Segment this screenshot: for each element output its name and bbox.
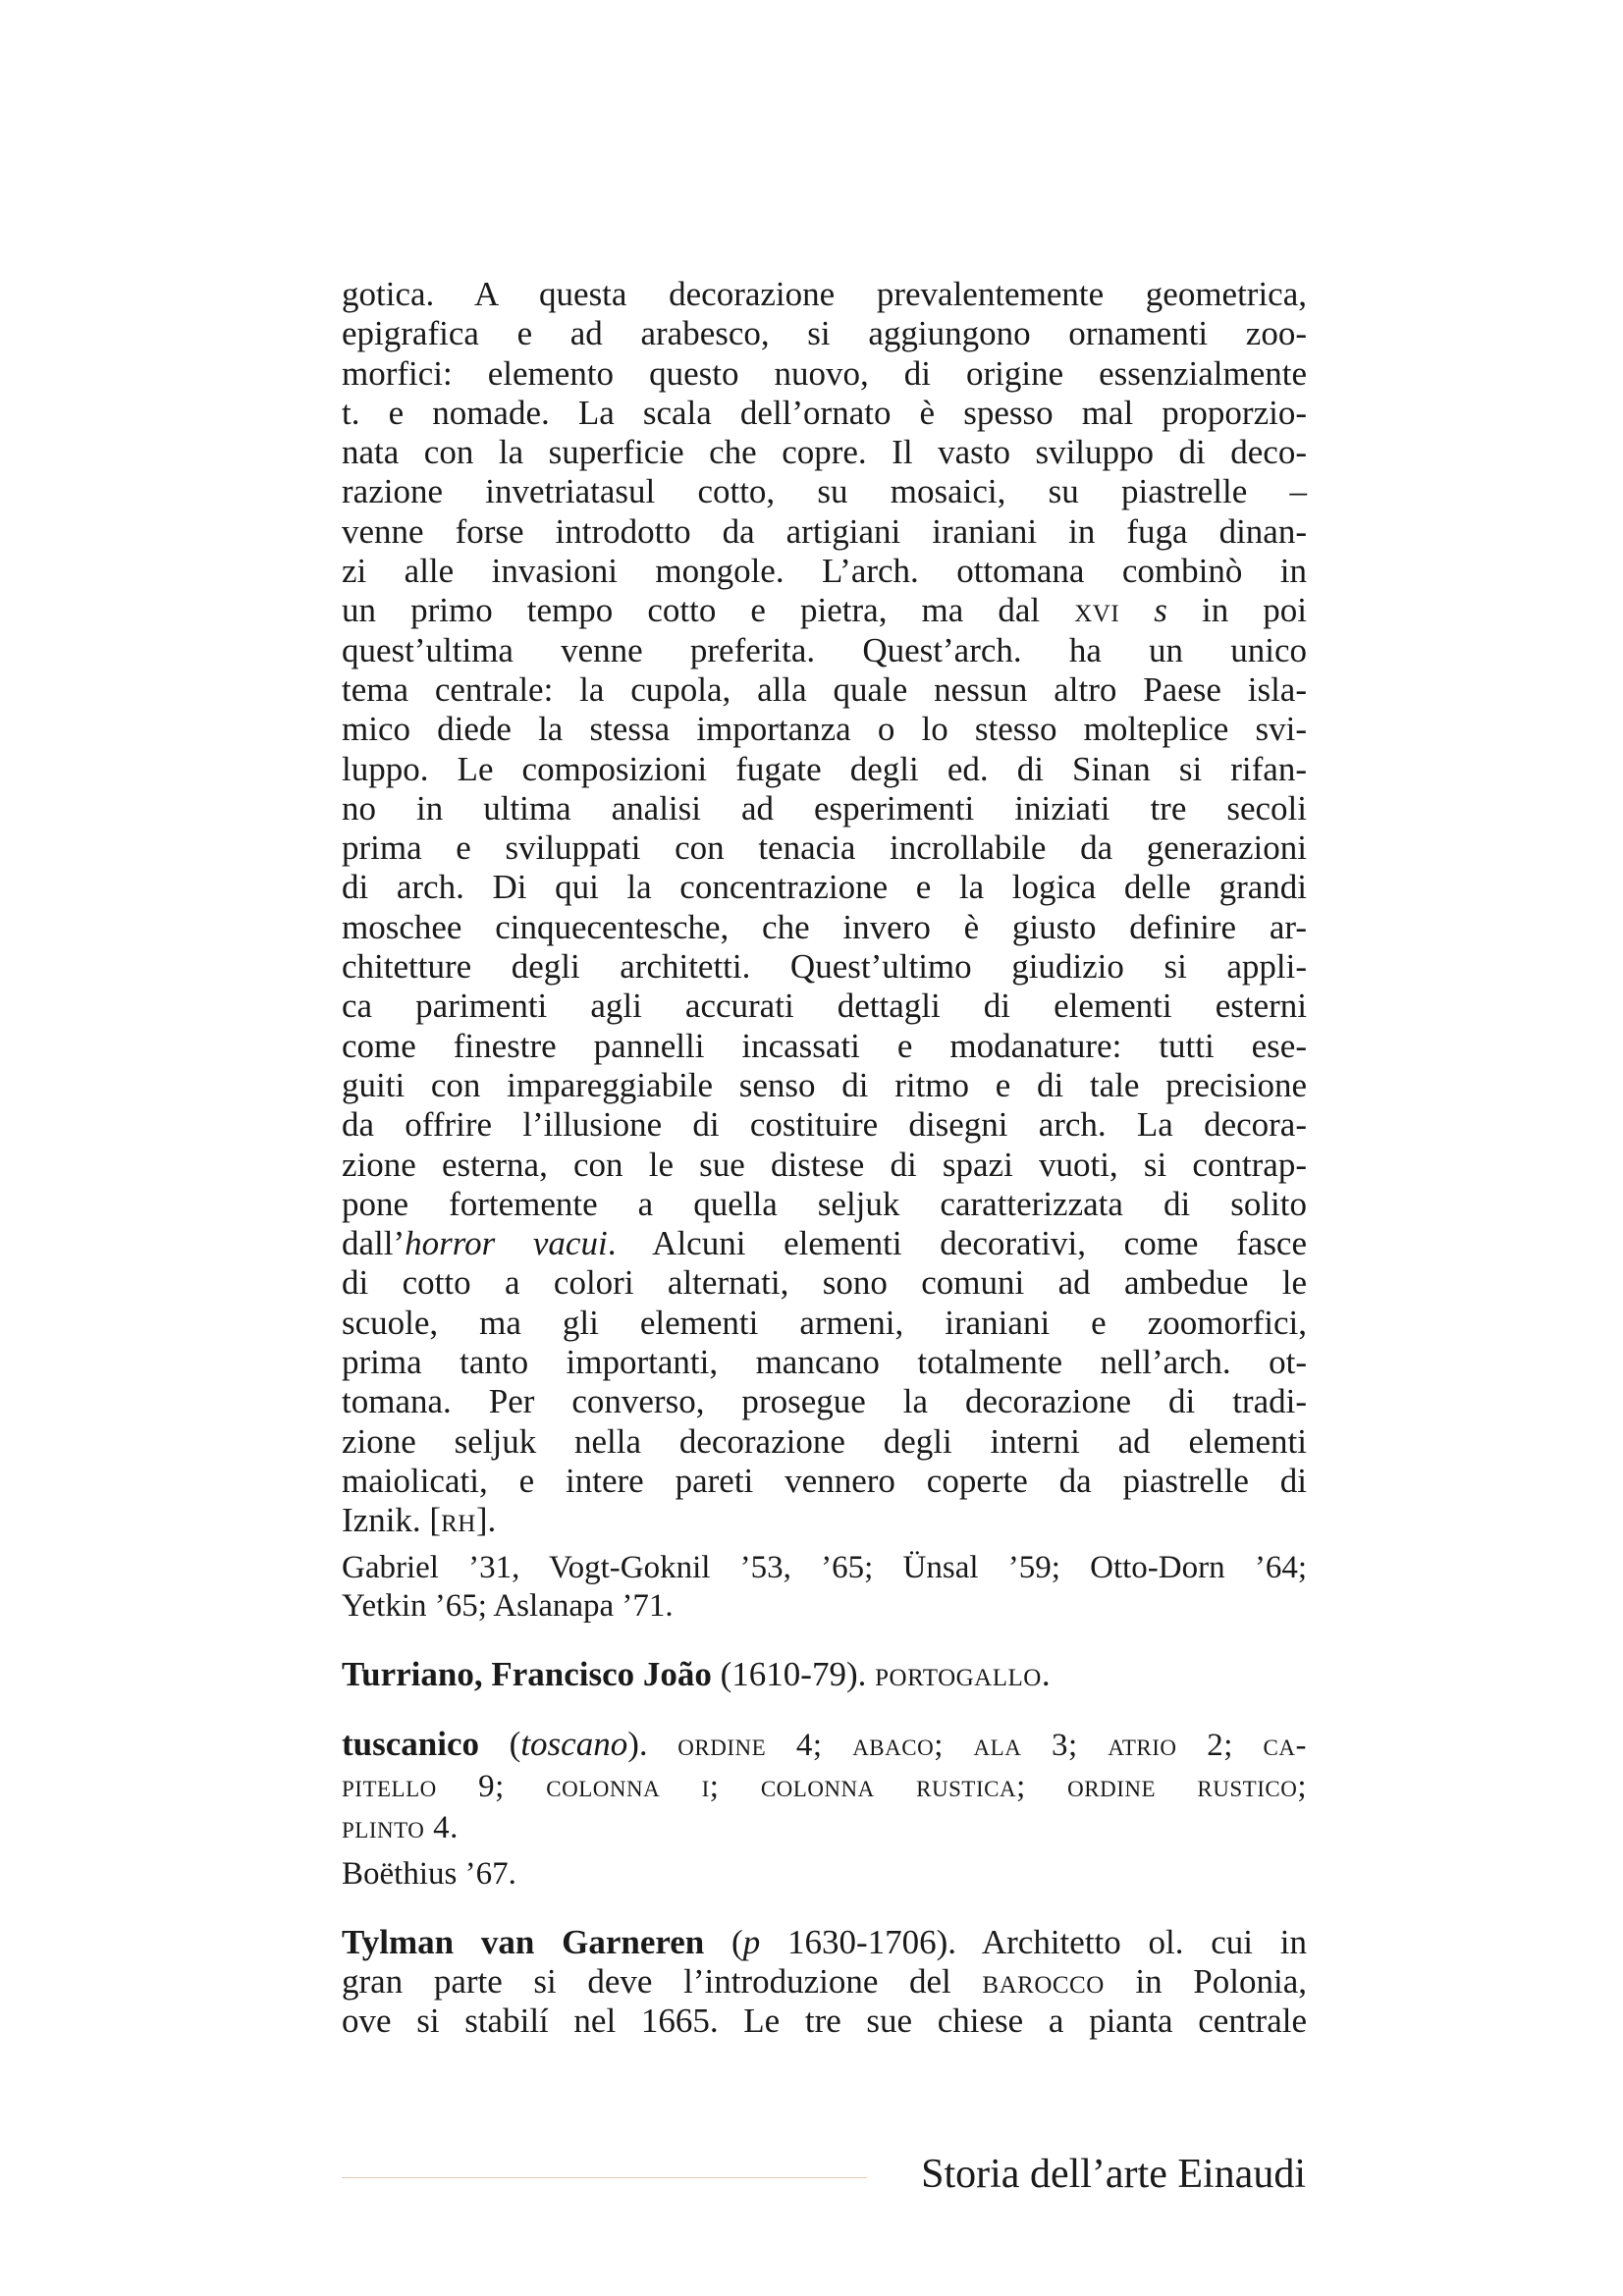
cross-reference: portogallo.: [875, 1654, 1052, 1693]
body-paragraph: [342, 275, 1307, 1541]
bibliography: [342, 1854, 1307, 1894]
text-line: maiolicati, e intere pareti vennero coperte da piastrelle di: [342, 1461, 1307, 1500]
text-line: guiti con impareggiabile senso di ritmo e di tale precisione: [342, 1065, 1307, 1104]
text-line: t. e nomade. La scala dell’ornato è spesso mal proporzio-: [342, 393, 1307, 432]
entry-tylman: [342, 1923, 1307, 2042]
text-line: dall’horror vacui. Alcuni elementi decorativi, come fasce: [342, 1224, 1308, 1263]
entry-refs: [342, 1724, 1307, 1848]
entry-line: [342, 1655, 1307, 1694]
entry-line: ove si stabilí nel 1665. Le tre sue chiese a pianta centrale: [342, 2002, 1307, 2041]
cross-reference: plinto 4.: [342, 1809, 459, 1845]
bibliography: [342, 1549, 1307, 1626]
text-line: zione seljuk nella decorazione degli interni ad elementi: [342, 1421, 1307, 1461]
text-line: ca parimenti agli accurati dettagli di elementi esterni: [342, 987, 1307, 1026]
entry-line: Tylman van Garneren (p 1630-1706). Architetto ol. cui in: [342, 1922, 1308, 1961]
entry-turriano: [342, 1655, 1307, 1694]
text-line: gotica. A questa decorazione prevalentemente geometrica,: [342, 275, 1307, 313]
main-text-column: [342, 275, 1307, 2042]
biblio-line: Boëthius ’67.: [342, 1855, 516, 1892]
text-line: mico diede la stessa importanza o lo stesso molteplice svi-: [342, 710, 1307, 749]
entry-line: gran parte si deve l’introduzione del barocco in Polonia,: [342, 1962, 1307, 2002]
text-line: razione invetriatasul cotto, su mosaici, su piastrelle –: [342, 472, 1307, 511]
entry-tuscanico: [342, 1724, 1307, 1894]
cross-reference: ordine 4; abaco; ala 3; atrio 2; ca-: [677, 1727, 1307, 1763]
entry-headword: Tylman van Garneren: [342, 1922, 705, 1961]
text-line: come finestre pannelli incassati e modanature: tutti ese-: [342, 1026, 1307, 1065]
entry-dates: (1610-79).: [711, 1654, 876, 1693]
text-line: zi alle invasioni mongole. L’arch. ottomana combinò in: [342, 552, 1307, 591]
text-line: prima e sviluppati con tenacia incrollabile da generazioni: [342, 828, 1307, 868]
text-line: di arch. Di qui la concentrazione e la logica delle grandi: [342, 868, 1307, 907]
text-line: morfici: elemento questo nuovo, di origine essenzialmente: [342, 353, 1307, 393]
cross-reference: pitello 9; colonna i; colonna rustica; ordine rustico;: [342, 1768, 1307, 1804]
italic-phrase: horror vacui: [405, 1224, 608, 1263]
entry-headword: tuscanico: [342, 1724, 479, 1763]
text-line: chitetture degli architetti. Quest’ultimo giudizio si appli-: [342, 947, 1307, 987]
footer-title: Storia dell’arte Einaudi: [921, 2152, 1306, 2197]
text-line: prima tanto importanti, mancano totalmente nell’arch. ot-: [342, 1343, 1307, 1382]
text-line: un primo tempo cotto e pietra, ma dal xvi s in poi: [342, 591, 1308, 630]
text-line: luppo. Le composizioni fugate degli ed. di Sinan si rifan-: [342, 749, 1307, 788]
footer-rule: [342, 2177, 867, 2178]
text-line: tema centrale: la cupola, alla quale nessun altro Paese isla-: [342, 669, 1307, 709]
text-line: scuole, ma gli elementi armeni, iraniani e zoomorfici,: [342, 1303, 1307, 1342]
text-line: no in ultima analisi ad esperimenti iniziati tre secoli: [342, 788, 1307, 828]
text-line: da offrire l’illusione di costituire disegni arch. La decora-: [342, 1105, 1307, 1145]
text-line: nata con la superficie che copre. Il vasto sviluppo di deco-: [342, 433, 1307, 472]
entry-variant: toscano: [520, 1724, 628, 1763]
century-numeral: xvi: [1074, 591, 1120, 630]
text-line: moschee cinquecentesche, che invero è giusto definire ar-: [342, 907, 1307, 946]
cross-reference: barocco: [982, 1962, 1105, 2002]
text-line: di cotto a colori alternati, sono comuni ad ambedue le: [342, 1263, 1307, 1303]
text-line: venne forse introdotto da artigiani iraniani in fuga dinan-: [342, 511, 1307, 551]
entry-headword: Turriano, Francisco João: [342, 1654, 712, 1693]
text-line: Iznik. [rh].: [342, 1501, 497, 1540]
text-line: quest’ultima venne preferita. Quest’arch. ha un unico: [342, 630, 1307, 669]
biblio-line: Yetkin ’65; Aslanapa ’71.: [342, 1587, 674, 1624]
text-line: tomana. Per converso, prosegue la decorazione di tradi-: [342, 1382, 1307, 1421]
text-line: pone fortemente a quella seljuk caratterizzata di solito: [342, 1184, 1307, 1223]
biblio-line: Gabriel ’31, Vogt-Goknil ’53, ’65; Ünsal ’59; Otto-Dorn ’64;: [342, 1549, 1307, 1585]
text-line: epigrafica e ad arabesco, si aggiungono ornamenti zoo-: [342, 314, 1307, 353]
author-initials: rh: [441, 1501, 476, 1540]
text-line: zione esterna, con le sue distese di spazi vuoti, si contrap-: [342, 1145, 1307, 1184]
entry-line: tuscanico (toscano). ordine 4; abaco; ala 3; atrio 2; ca-: [342, 1724, 1307, 1763]
century-abbrev: s: [1154, 591, 1167, 630]
